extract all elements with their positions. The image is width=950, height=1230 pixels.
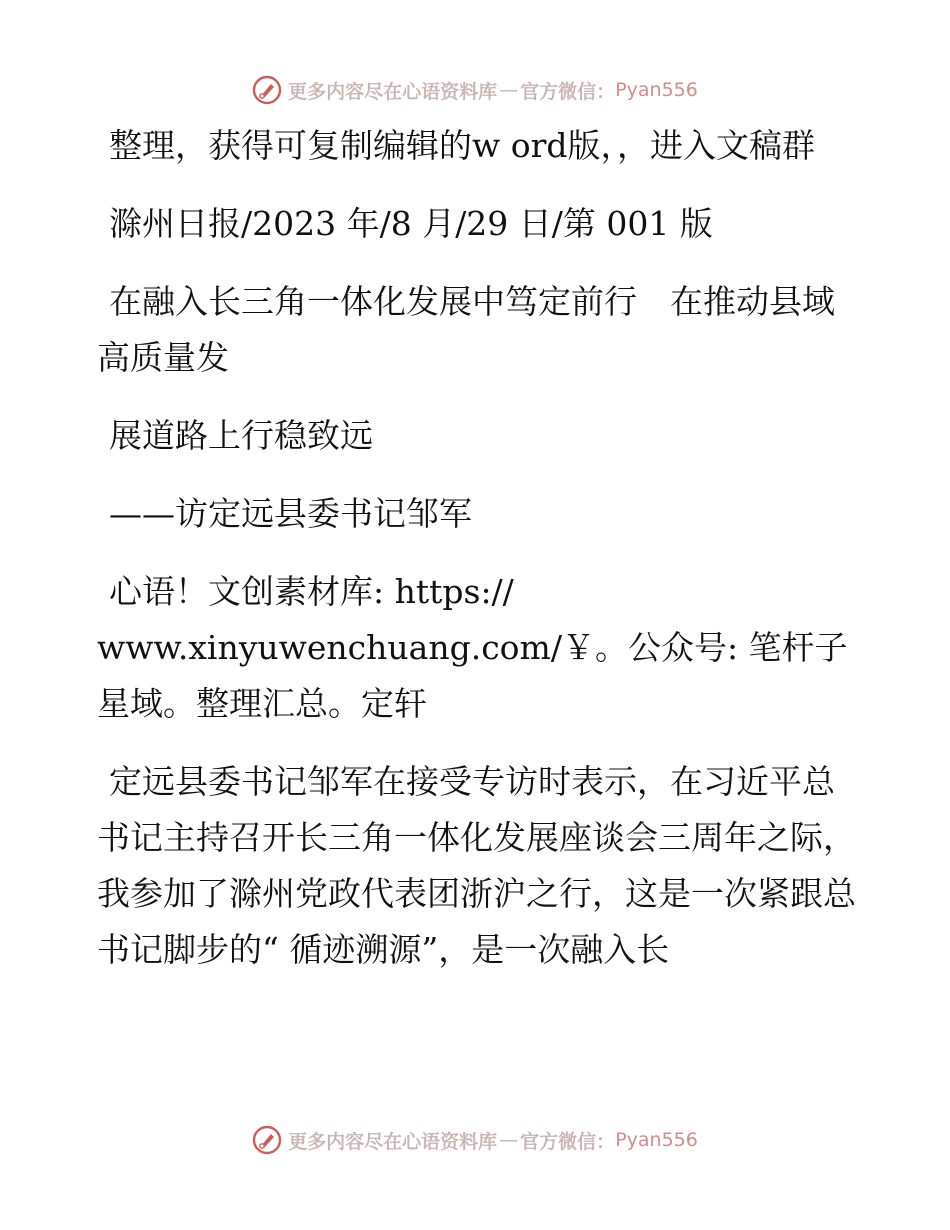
header-wechat-handle: Pyan556: [615, 79, 698, 101]
paragraph-body: 定远县委书记邹军在接受专访时表示，在习近平总书记主持召开长三角一体化发展座谈会三周年之际，我参加了滁州党政代表团浙沪之行，这是一次紧跟总书记脚步的“ 循迹溯源”，是一次融入长: [97, 762, 856, 969]
footer-separator: —: [499, 1129, 519, 1151]
header-separator: —: [499, 79, 519, 101]
header-watermark: [0, 70, 950, 110]
footer-watermark: [0, 1120, 950, 1160]
pen-nib-seal-icon: [252, 75, 282, 105]
pen-nib-seal-icon: [252, 1125, 282, 1155]
paragraph-intro: 整理，获得可复制编辑的w ord版，，进入文稿群: [109, 126, 816, 165]
paragraph-source: 滁州日报/2023 年/8 月/29 日/第 001 版: [109, 204, 713, 243]
article-subtitle: ——访定远县委书记邹军: [109, 494, 472, 533]
header-brand-text: 更多内容尽在心语资料库: [288, 80, 498, 103]
paragraph-library-link: 心语！文创素材库: https://: [109, 572, 514, 611]
footer-brand-text: 更多内容尽在心语资料库: [288, 1130, 498, 1153]
header-channel-label: 官方微信：: [520, 80, 616, 103]
article-title: 在融入长三角一体化发展中笃定前行 在推动县域高质量发: [97, 282, 835, 377]
footer-wechat-handle: Pyan556: [615, 1129, 698, 1151]
article-title-continued: 展道路上行稳致远: [109, 416, 373, 455]
footer-channel-label: 官方微信：: [520, 1130, 616, 1153]
document-body: [97, 118, 867, 1000]
paragraph-website: www.xinyuwenchuang.com/￥。公众号: 笔杆子星域。整理汇总。定轩: [97, 628, 848, 723]
